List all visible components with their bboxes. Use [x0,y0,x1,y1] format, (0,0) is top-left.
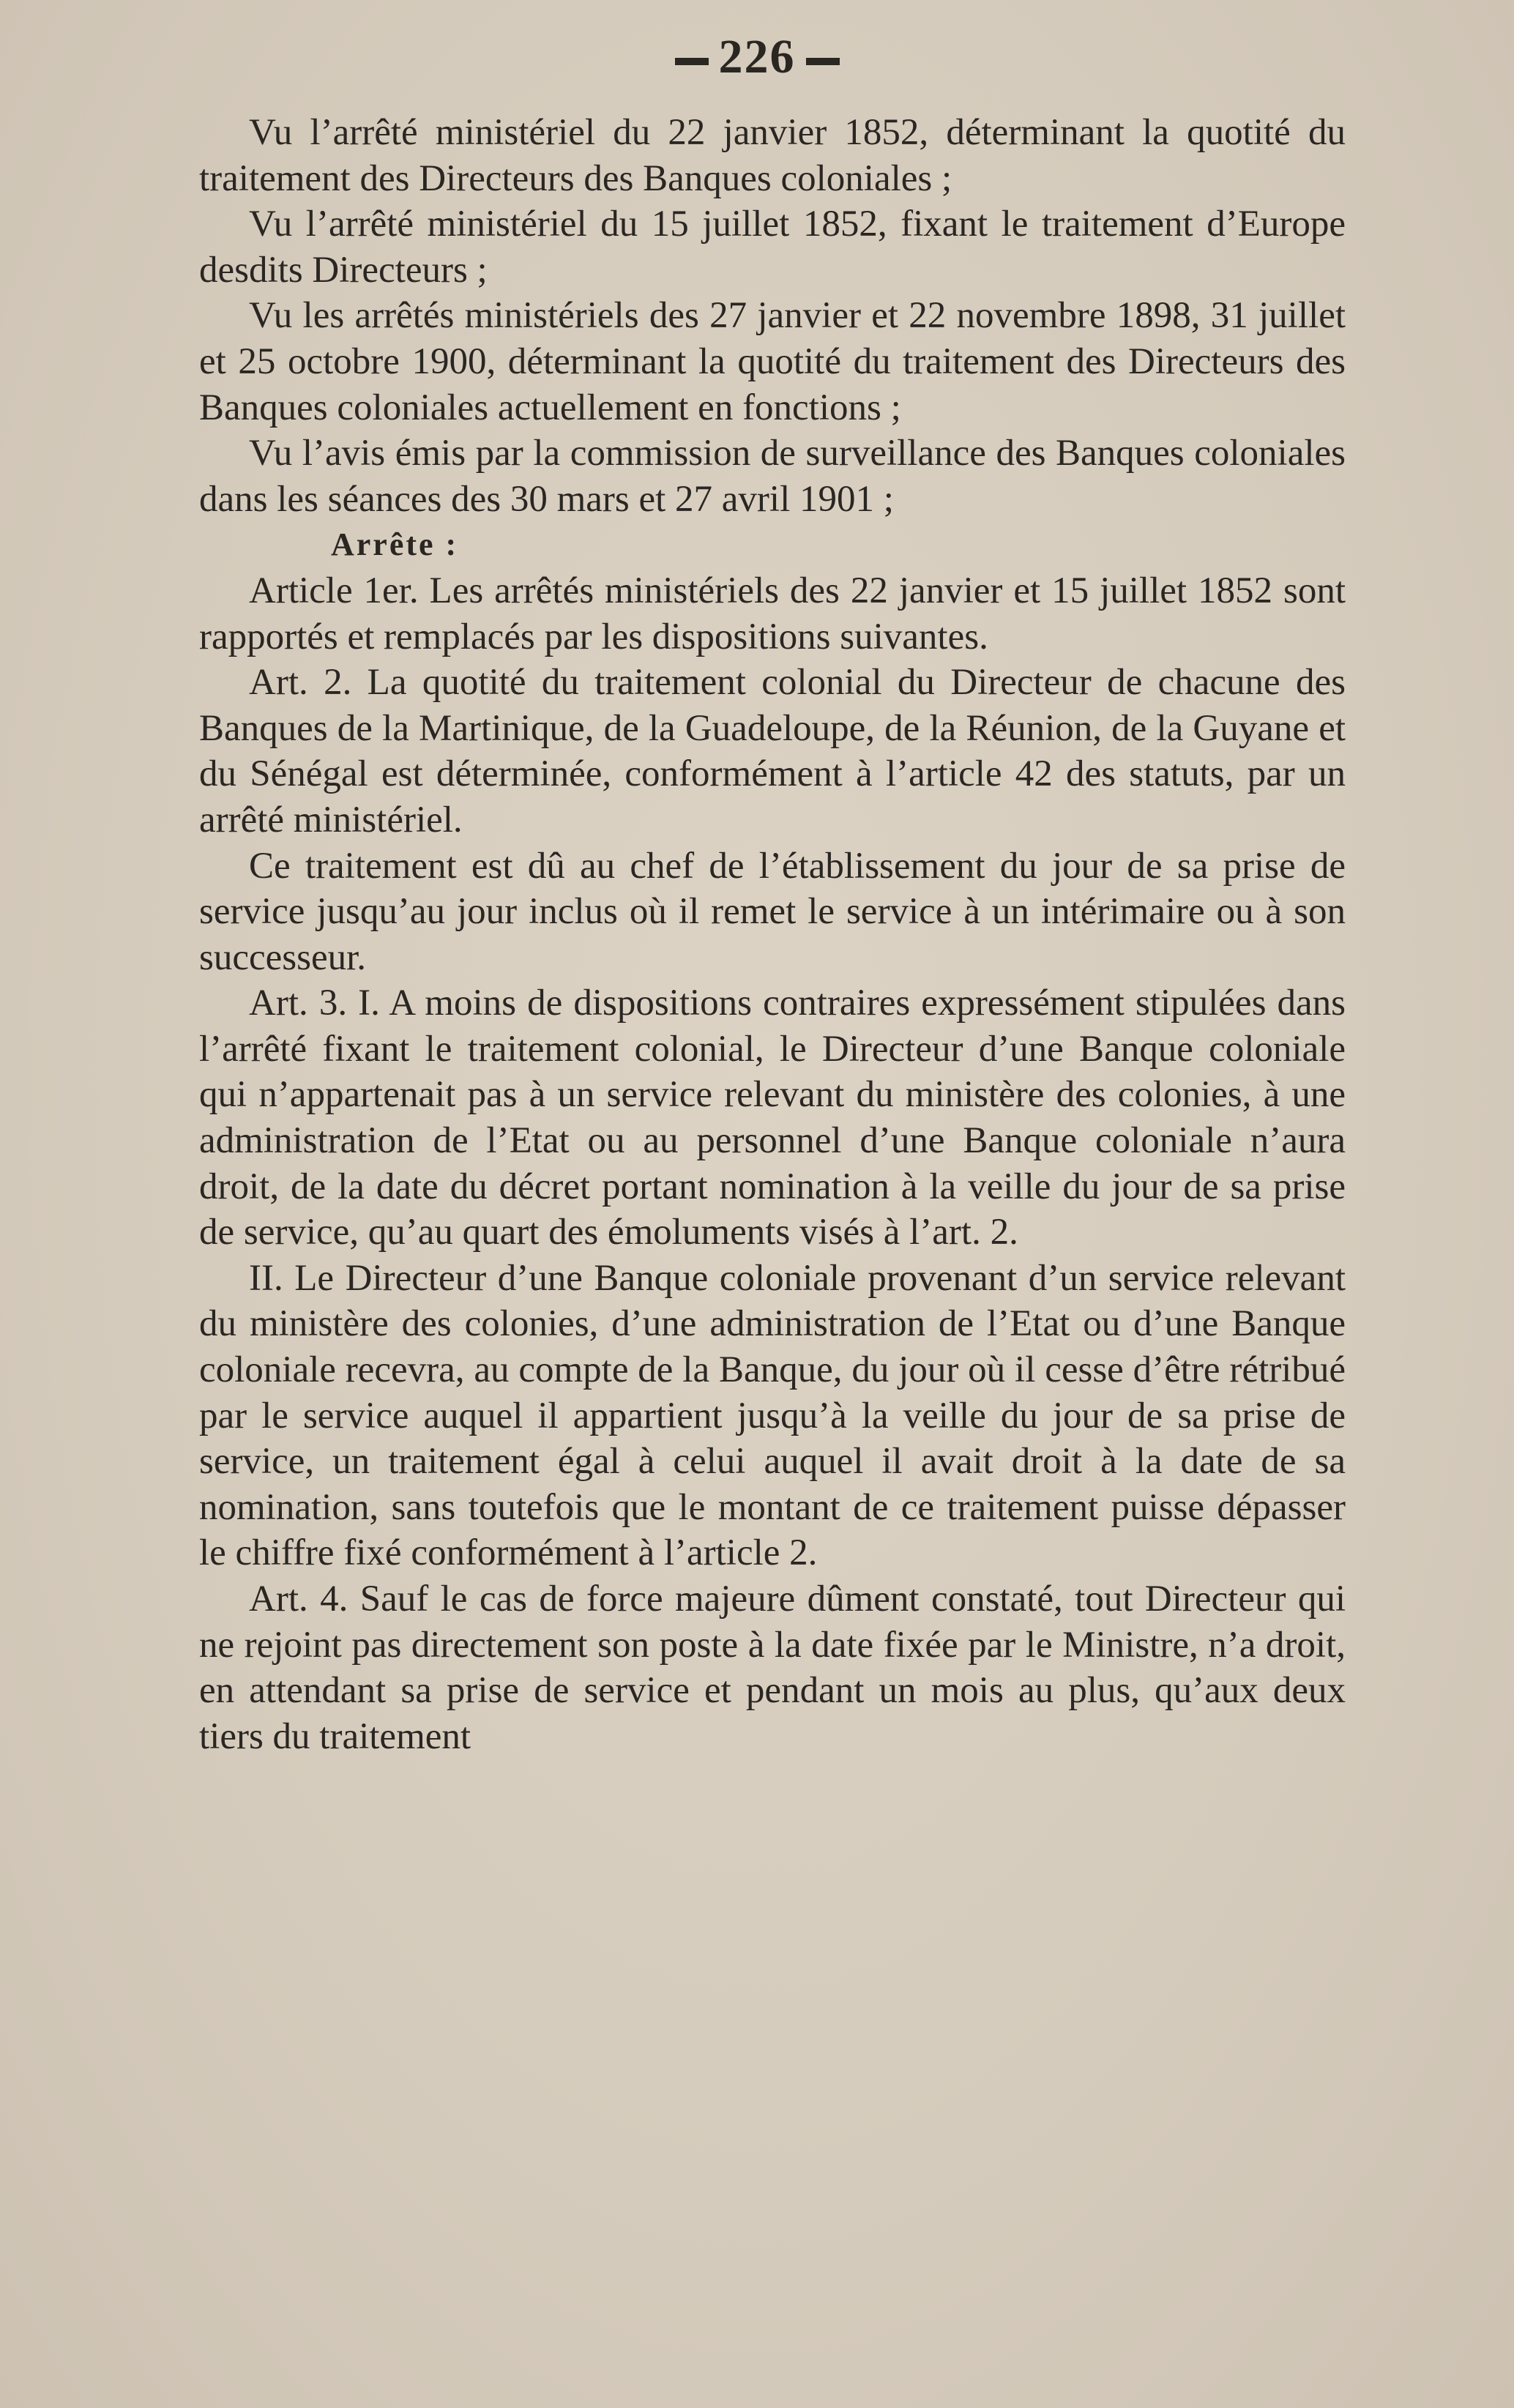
body-text [199,110,1346,1759]
paragraph-article-1: Article 1er. Les arrêtés ministériels des 22 janvier et 15 juillet 1852 sont rapportés et remplacés par les dispositions suivantes. [199,570,1346,657]
paragraph-article-2-traitement: Ce traitement est dû au chef de l’établissement du jour de sa prise de service jusqu’au jour inclus où il remet le service à un intérimaire ou à son successeur. [199,845,1346,978]
paragraph-article-3-ii: II. Le Directeur d’une Banque coloniale provenant d’un service relevant du ministère des colonies, d’une administration de l’Etat ou d’une Banque coloniale recevra, au compte de la Banque, du jour où il cesse d’être rétribué par le service auquel il appartient jusqu’à la veille du jour de sa prise de service, un traitement égal à celui auquel il avait droit à la date de sa nomination, sans toutefois que le montant de ce traitement puisse dépasser le chiffre fixé conformément à l’article 2. [199,1257,1346,1574]
paragraph-vu-avis-commission: Vu l’avis émis par la commission de surveillance des Banques coloniales dans les séances des 30 mars et 27 avril 1901 ; [199,433,1346,520]
paragraph-vu-arrete-1852-janvier: Vu l’arrêté ministériel du 22 janvier 1852, déterminant la quotité du traitement des Directeurs des Banques coloniales ; [199,112,1346,199]
page-number: 226 [718,30,796,83]
paragraph-vu-arretes-1898-1900: Vu les arrêtés ministériels des 27 janvier et 22 novembre 1898, 31 juillet et 25 octobre 1900, déterminant la quotité du traitement des Directeurs des Banques coloniales actuellement en fonctions ; [199,295,1346,428]
right-dash-ornament [806,58,840,65]
left-dash-ornament [675,58,709,65]
paragraph-article-4: Art. 4. Sauf le cas de force majeure dûment constaté, tout Directeur qui ne rejoint pas directement son poste à la date fixée par le Ministre, n’a droit, en attendant sa prise de service et pendant un mois au plus, qu’aux deux tiers du traitement [199,1578,1346,1757]
paragraph-vu-arrete-1852-juillet: Vu l’arrêté ministériel du 15 juillet 1852, fixant le traitement d’Europe desdits Directeurs ; [199,204,1346,291]
paragraph-article-3-i: Art. 3. I. A moins de dispositions contraires expressément stipulées dans l’arrêté fixant le traitement colonial, le Directeur d’une Banque coloniale qui n’appartenait pas à un service relevant du ministère des colonies, à une administration de l’Etat ou au personnel d’une Banque coloniale n’aura droit, de la date du décret portant nomination à la veille du jour de sa prise de service, qu’au quart des émoluments visés à l’art. 2. [199,983,1346,1253]
heading-arrete: Arrête : [331,526,459,563]
page-header [0,29,1514,85]
paragraph-article-2: Art. 2. La quotité du traitement colonial du Directeur de chacune des Banques de la Martinique, de la Guadeloupe, de la Réunion, de la Guyane et du Sénégal est déterminée, conformément à l’article 42 des statuts, par un arrêté ministériel. [199,662,1346,840]
